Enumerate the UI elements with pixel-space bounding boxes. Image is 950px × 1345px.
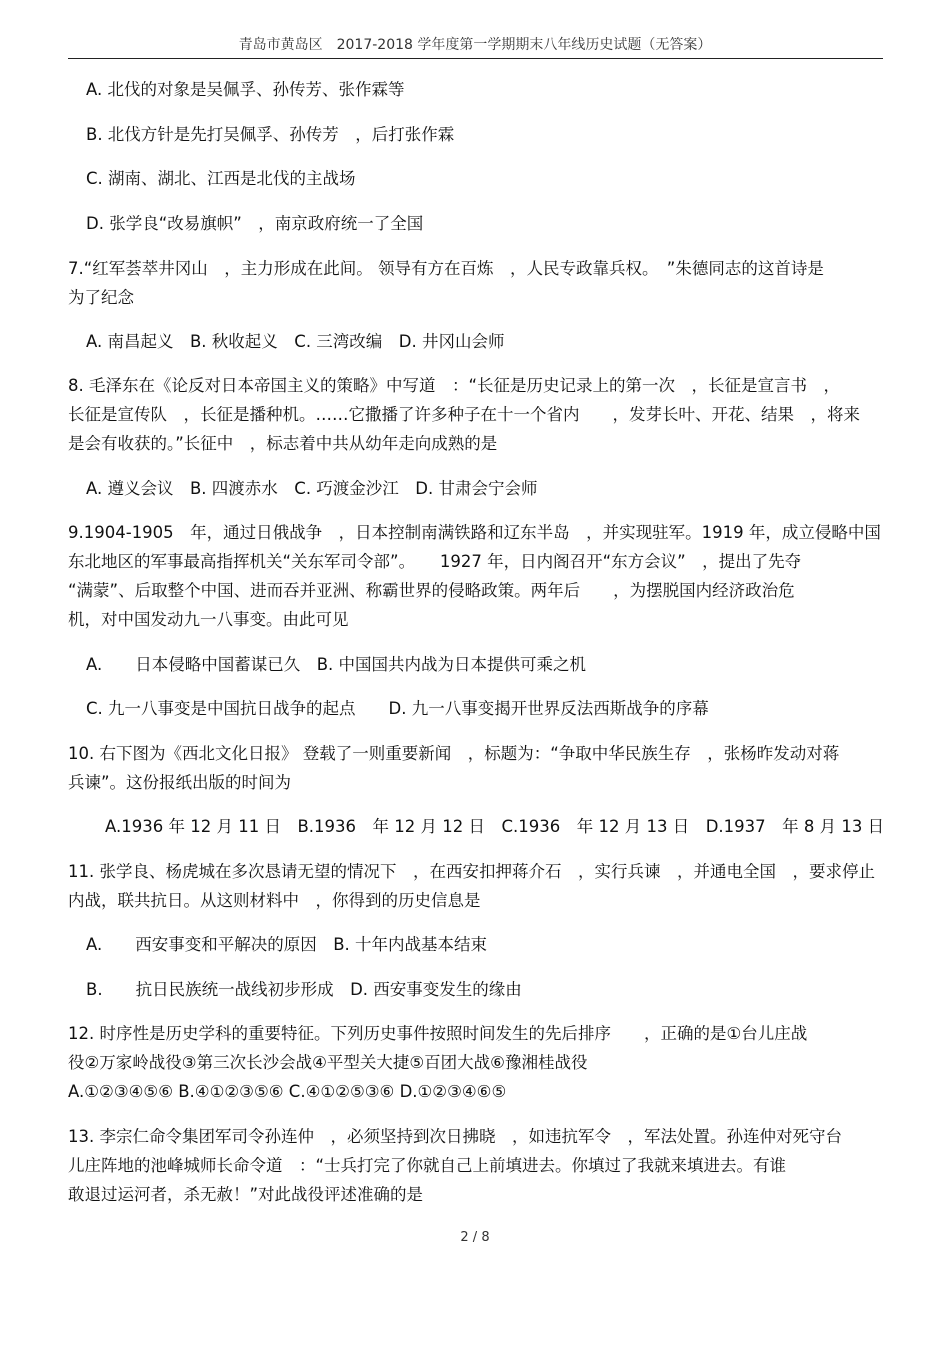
q8-options: A. 遵义会议 B. 四渡赤水 C. 巧渡金沙江 D. 甘肃会宁会师 (86, 479, 538, 498)
q13-text-line-2: 儿庄阵地的池峰城师长命令道 ：“士兵打完了你就自己上前填进去。你填过了我就来填进去。有谁 (68, 1156, 787, 1175)
q9-options-ab: A. 日本侵略中国蓄谋已久 B. 中国国共内战为日本提供可乘之机 (86, 655, 587, 674)
q13-text-line-1: 13. 李宗仁命令集团军司令孙连仲 ，必须坚持到次日拂晓 ，如违抗军令 ，军法处置。孙连仲对死守台 (68, 1127, 842, 1146)
q12-text-line-1: 12. 时序性是历史学科的重要特征。下列历史事件按照时间发生的先后排序 ，正确的是①台儿庄战 (68, 1024, 808, 1043)
q10-options: A.1936 年 12 月 11 日 B.1936 年 12 月 12 日 C.1936 年 12 月 13 日 D.1937 年 8 月 13 日 (105, 817, 885, 836)
q11-options-ab: A. 西安事变和平解决的原因 B. 十年内战基本结束 (86, 935, 488, 954)
q9-options-cd: C. 九一八事变是中国抗日战争的起点 D. 九一八事变揭开世界反法西斯战争的序幕 (86, 699, 709, 718)
q11-text-line-2: 内战，联共抗日。从这则材料中 ，你得到的历史信息是 (68, 891, 481, 910)
q11-options-cd: B. 抗日民族统一战线初步形成 D. 西安事变发生的缘由 (86, 980, 522, 999)
q12-text-line-2: 役②万家岭战役③第三次长沙会战④平型关大捷⑤百团大战⑥豫湘桂战役 (68, 1053, 588, 1072)
q8-text-line-1: 8. 毛泽东在《论反对日本帝国主义的策略》中写道 ：“长征是历史记录上的第一次 ，长征是宣言书 ， (68, 376, 841, 395)
page-header: 青岛市黄岛区 2017-2018 学年度第一学期期末八年线历史试题（无答案） (238, 37, 712, 53)
q10-text-line-2: 兵谏”。这份报纸出版的时间为 (68, 773, 292, 792)
page-number: 2 / 8 (460, 1230, 490, 1245)
q6-option-b: B. 北伐方针是先打吴佩孚、孙传芳 ，后打张作霖 (86, 125, 455, 144)
q13-text-line-3: 敢退过运河者，杀无赦！”对此战役评述准确的是 (68, 1185, 424, 1204)
q7-options: A. 南昌起义 B. 秋收起义 C. 三湾改编 D. 井冈山会师 (86, 332, 505, 351)
q12-options: A.①②③④⑤⑥ B.④①②③⑤⑥ C.④①②⑤③⑥ D.①②③④⑥⑤ (68, 1082, 507, 1101)
q9-text-line-4: 机，对中国发动九一八事变。由此可见 (68, 610, 349, 629)
q7-text-line-1: 7.“红军荟萃井冈山 ，主力形成在此间。 领导有方在百炼 ，人民专政靠兵权。 ”朱德同志的这首诗是 (68, 259, 824, 278)
q6-option-d: D. 张学良“改易旗帜” ，南京政府统一了全国 (86, 214, 424, 233)
q7-text-line-2: 为了纪念 (68, 288, 134, 307)
q10-text-line-1: 10. 右下图为《西北文化日报》 登载了一则重要新闻 ，标题为：“争取中华民族生存 ，张杨昨发动对蒋 (68, 744, 840, 763)
q6-option-c: C. 湖南、湖北、江西是北伐的主战场 (86, 169, 356, 188)
header-divider (68, 58, 883, 59)
q9-text-line-3: “满蒙”、后取整个中国、进而吞并亚洲、称霸世界的侵略政策。两年后 ，为摆脱国内经济政治危 (68, 581, 795, 600)
q9-text-line-2: 东北地区的军事最高指挥机关“关东军司令部”。 1927 年，日内阁召开“东方会议” ，提出了先夺 (68, 552, 802, 571)
q9-text-line-1: 9.1904-1905 年，通过日俄战争 ，日本控制南满铁路和辽东半岛 ，并实现驻军。1919 年，成立侵略中国 (68, 523, 881, 542)
q8-text-line-3: 是会有收获的。”长征中 ，标志着中共从幼年走向成熟的是 (68, 434, 498, 453)
q6-option-a: A. 北伐的对象是吴佩孚、孙传芳、张作霖等 (86, 80, 405, 99)
q11-text-line-1: 11. 张学良、杨虎城在多次恳请无望的情况下 ，在西安扣押蒋介石 ，实行兵谏 ，并通电全国 ，要求停止 (68, 862, 875, 881)
q8-text-line-2: 长征是宣传队 ，长征是播种机。……它撒播了许多种子在十一个省内 ，发芽长叶、开花、结果 ，将来 (68, 405, 860, 424)
